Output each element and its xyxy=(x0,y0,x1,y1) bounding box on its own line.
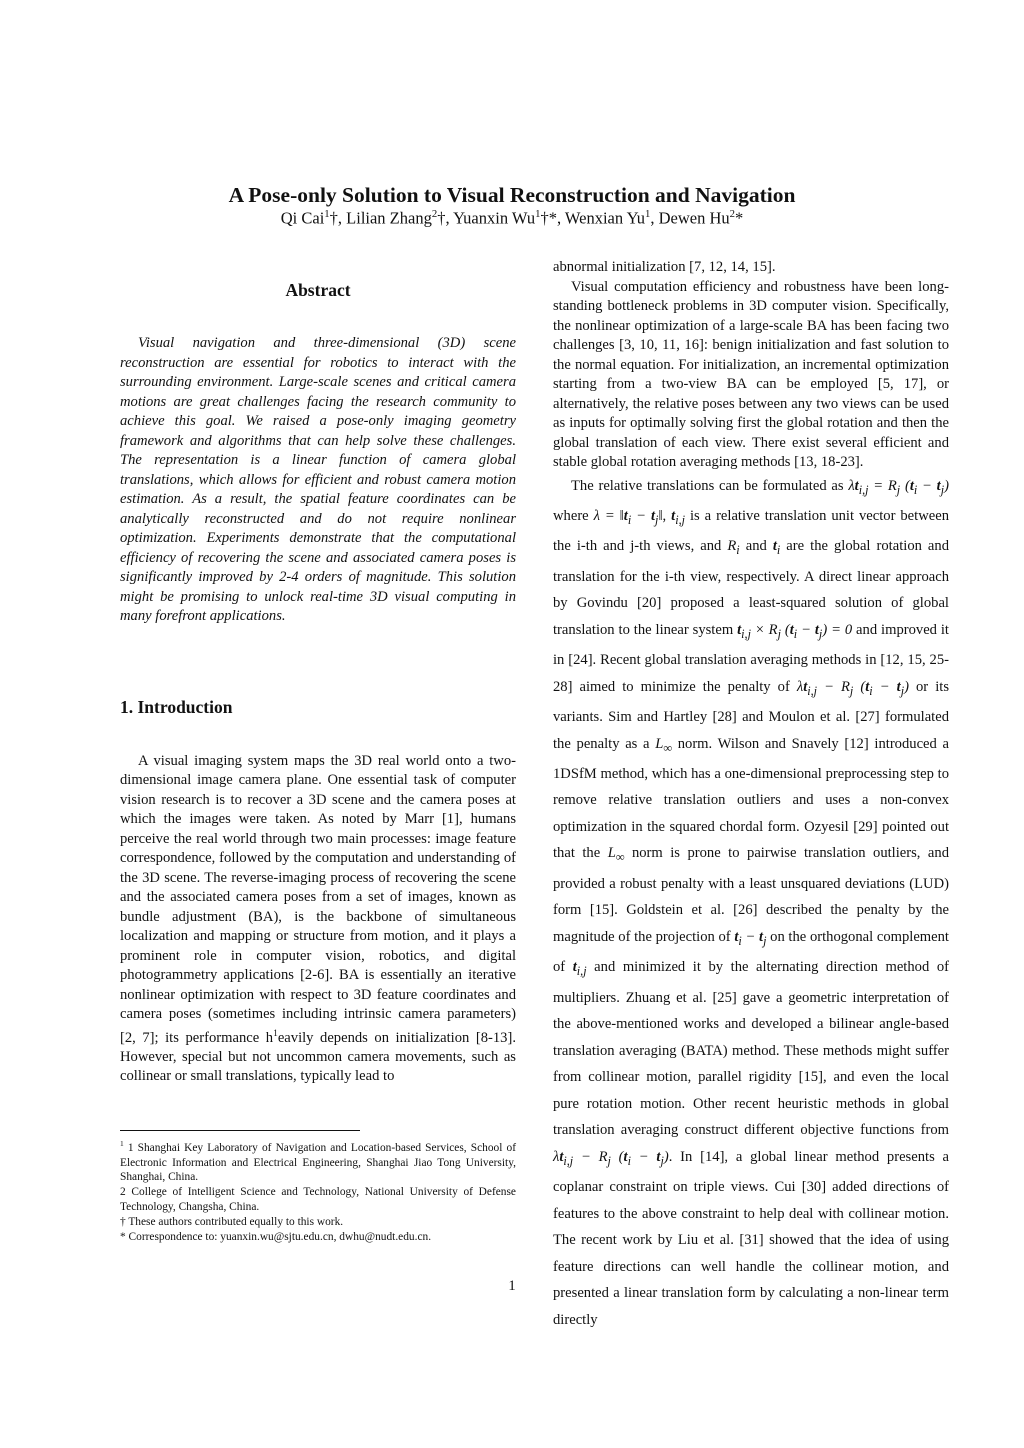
right-paragraph-1: abnormal initialization [7, 12, 14, 15]. xyxy=(553,259,776,275)
footnote-divider xyxy=(120,1130,360,1131)
introduction-heading: 1. Introduction xyxy=(120,696,233,717)
right-paragraph-3: The relative translations can be formulated as $\lambda t_{i,j} = R_j$ $(t_i - t_j)$ where $\lambda = ‖t_i$ − $t_j‖$, $t_{i,j}$ is a relative translation unit vector between the i-th and j-th views, and $R_i$ and $t_i$ are the global rotation and translation for the i-th view, respectively. A direct linear approach by Govindu [20] proposed a least-squared solution of global translation to the linear system $t_{i,j} \times R_j$ $(t_i - t_j) = 0$ and improved it in [24]. Recent global translation averaging methods in [12, 15, 25-28] aimed to minimize the penalty of $\lambda t_{i,j} - R_j$ $(t_i - t_j)$ or its variants. Sim and Hartley [28] and Moulon et al. [27] formulated the penalty as a $L_\infty$ norm. Wilson and Snavely [12] introduced a 1DSfM method, which has a one-dimensional preprocessing step to remove relative translation outliers and uses a non-convex optimization in the squared chordal form. Ozyesil [29] pointed out that the $L_\infty$ norm is prone to pairwise translation outliers, and provided a robust penalty with a least unsquared deviations (LUD) form [15]. Goldstein et al. [26] described the penalty by the magnitude of the projection of $t_i - t_j$ on the orthogonal complement of $t_{i,j}$ and minimized it by the alternating direction method of multipliers. Zhuang et al. [25] gave a geometric interpretation of the above-mentioned works and developed a bilinear angle-based translation averaging (BATA) method. These methods might suffer from collinear motion, parallel rigidity [15], and even the local pure rotation motion. Other recent heuristic methods in global translation averaging construct different objective functions from $\lambda t_{i,j} - R_j$ $(t_i - t_j)$. In [14], a global linear method presents a coplanar constraint on triple views. Cui [30] added directions of features to the above constraint to help deal with collinear motion. The recent work by Liu et al. [31] showed that the idea of using feature directions can well handle the collinear motion, and presented a linear translation form by calculating a non-linear term directly xyxy=(553,477,950,1328)
right-paragraph-2: Visual computation efficiency and robustness have been long-standing bottleneck problems in 3D computer vision. Specifically, the nonlinear optimization of a large-scale BA has been facing two challenges [3, 10, 11, 16]: benign initialization and fast solution to the normal equation. For initialization, an incremental optimization starting from a two-view BA can be employed [5, 17], or alternatively, the relative poses between any two views can be used as inputs for optimally solving first the global rotation and then the global translation of each view. There exist several efficient and stable global rotation averaging methods [13, 18-23]. xyxy=(553,278,949,470)
footnote-affiliation-2: 2 College of Intelligent Science and Technology, National University of Defense Technology, Changsha, China. xyxy=(120,1186,516,1213)
footnote-equal-contribution: † These authors contributed equally to this work. xyxy=(120,1215,344,1228)
paper-title: A Pose-only Solution to Visual Reconstruction and Navigation xyxy=(228,183,796,207)
abstract-text: Visual navigation and three-dimensional (3D) scene reconstruction are essential for robotics to interact with the surrounding environment. Large-scale scenes and critical camera motions are great challenges facing the research community to achieve this goal. We raised a pose-only imaging geometry framework and algorithms that can help solve these challenges. The representation is a linear function of camera global translations, which allows for efficient and robust camera motion estimation. As a result, the spatial feature coordinates can be analytically reconstructed and do not require nonlinear optimization. Experiments demonstrate that the computational efficiency of recovering the scene and associated camera poses is significantly improved by 2-4 orders of magnitude. This solution might be promising to unlock real-time 3D visual computing in many forefront applications. xyxy=(120,335,516,624)
left-column xyxy=(120,258,516,1087)
author-list: Qi Cai$^1$†, Lilian Zhang$^2$†, Yuanxin Wu$^1$†*, Wenxian Yu$^1$, Dewen Hu$^2$* xyxy=(280,208,744,228)
footnote-correspondence: * Correspondence to: yuanxin.wu@sjtu.edu.cn, dwhu@nudt.edu.cn. xyxy=(120,1230,432,1243)
introduction-paragraph: A visual imaging system maps the 3D real world onto a two-dimensional image camera plane. One essential task of computer vision research is to recover a 3D scene and the camera poses at which the images were taken. As noted by Marr [1], humans perceive the real world through two main processes: image feature correspondence, followed by the computation and understanding of the 3D scene. The reverse-imaging process of recovering the scene and the associated camera poses from a set of images, known as bundle adjustment (BA), is the backbone of simultaneous localization and mapping or structure from motion, and it plays a prominent role in computer vision, robotics, and digital photogrammetry applications [2-6]. BA is essentially an iterative nonlinear optimization with respect to 3D feature coordinates and camera poses (sometimes including intrinsic camera parameters) [2, 7]; its performance $h^1eavily$ depends on initialization [8-13]. However, special but not uncommon camera movements, such as collinear or small translations, typically lead to xyxy=(120,752,516,1085)
footnote-affiliation-1: $^1$ 1 Shanghai Key Laboratory of Navigation and Location-based Services, School of Electronic Information and Electrical Engineering, Shanghai Jiao Tong University, Shanghai, China. xyxy=(120,1139,516,1184)
abstract-heading: Abstract xyxy=(285,280,351,300)
right-column xyxy=(553,258,949,1333)
page-number: 1 xyxy=(508,1278,516,1294)
footnotes xyxy=(120,1137,516,1244)
